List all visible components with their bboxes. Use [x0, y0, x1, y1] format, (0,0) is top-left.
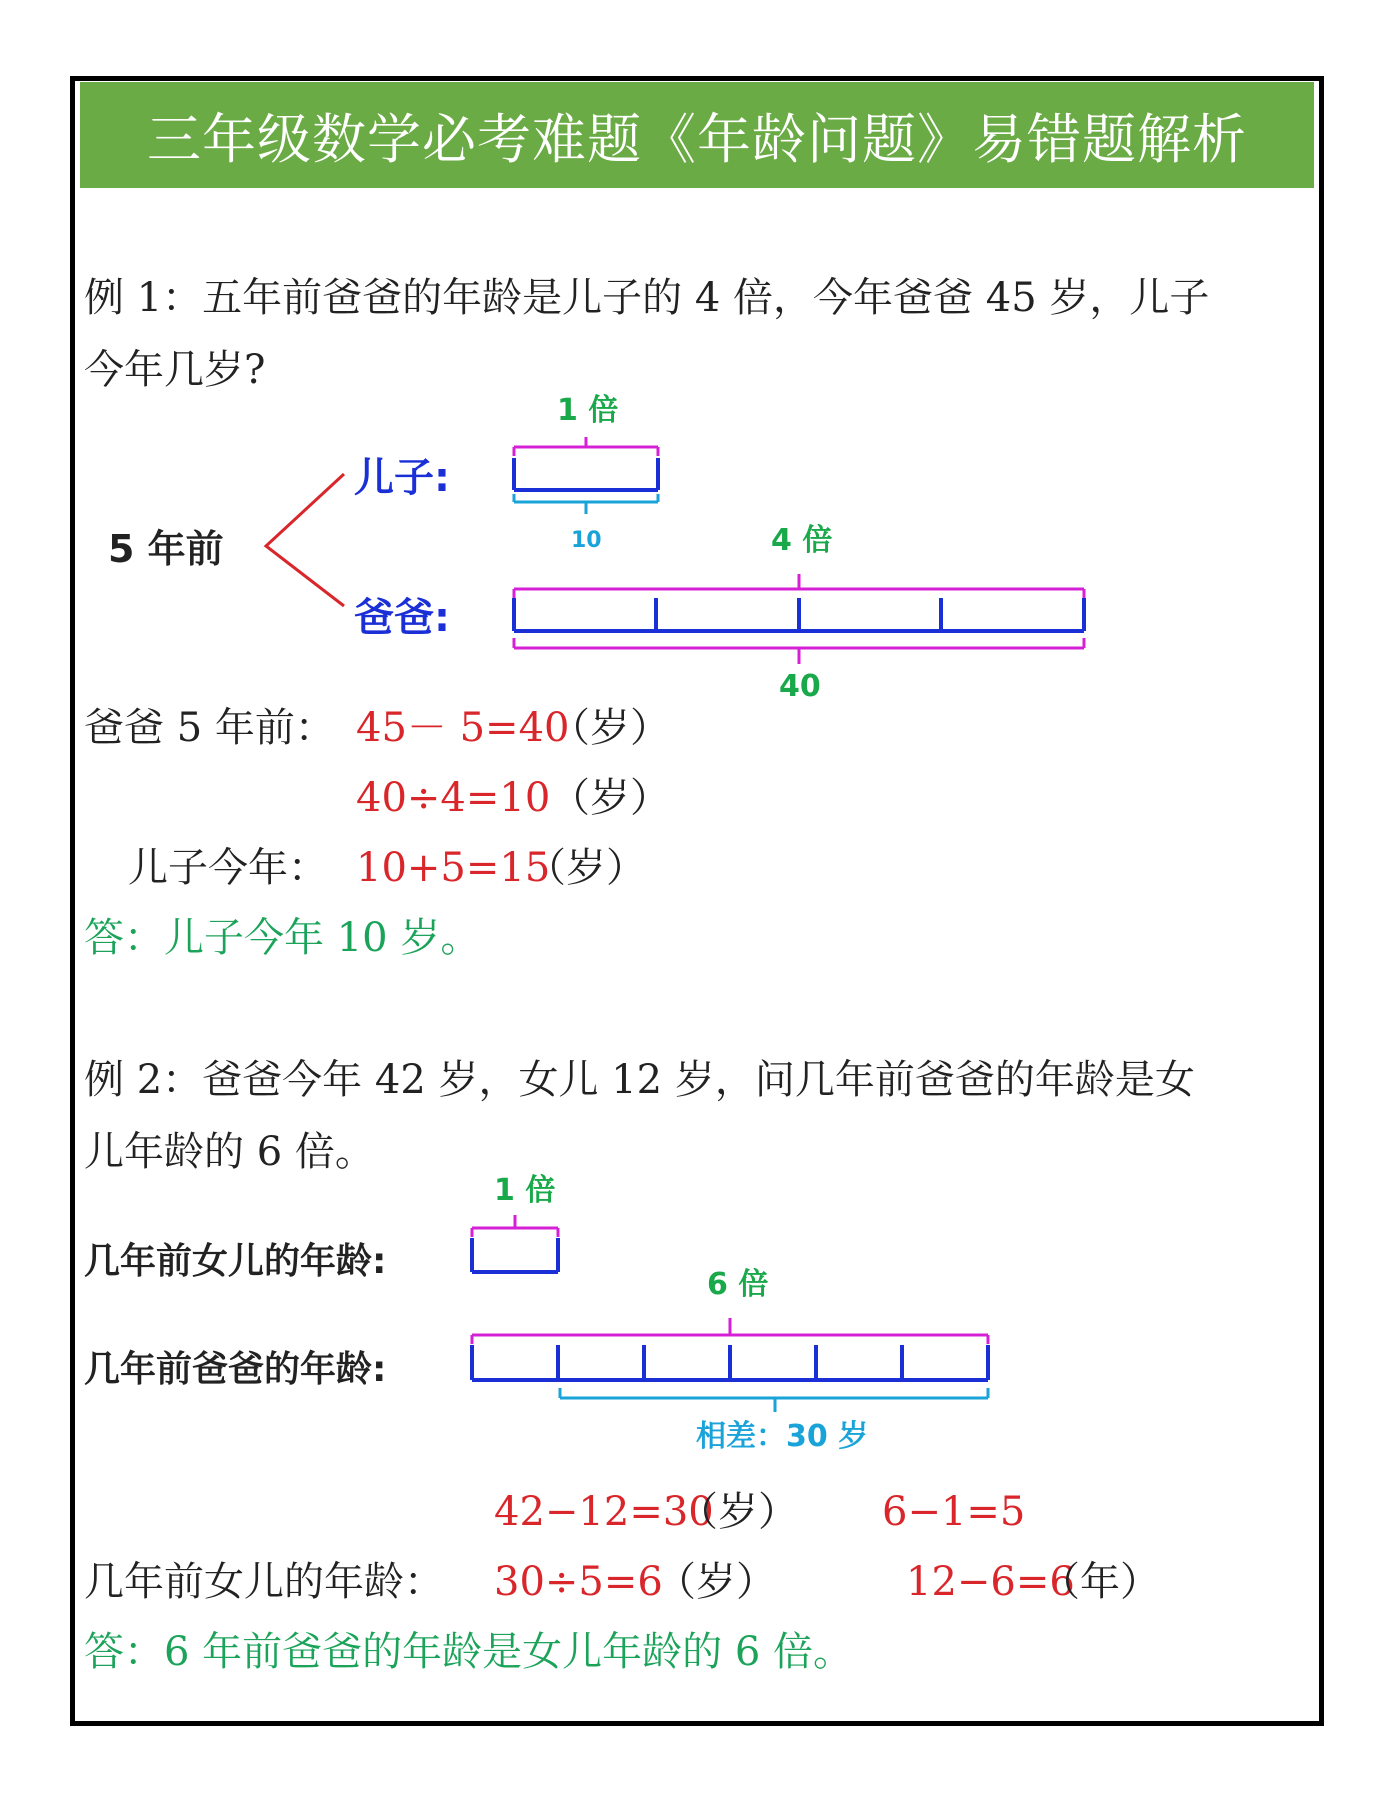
ex1-one-times-label: 1 倍 [557, 393, 619, 428]
ex1-question-line1: 例 1：五年前爸爸的年龄是儿子的 4 倍，今年爸爸 45 岁，儿子 [84, 275, 1210, 321]
ex2-calc1-expr: 42−12=30 [494, 1489, 714, 1535]
ex1-calc3-label: 儿子今年： [128, 845, 328, 891]
ex2-answer: 答：6 年前爸爸的年龄是女儿年龄的 6 倍。 [84, 1629, 854, 1675]
ex1-calc1-unit: （岁） [550, 705, 670, 751]
ex2-calc1-unit: （岁） [678, 1489, 798, 1535]
ex1-son-label: 儿子: [354, 455, 450, 501]
ex2-calc3-expr: 30÷5=6 [494, 1559, 663, 1605]
ex2-calc4-unit: （年） [1040, 1559, 1160, 1605]
ex1-calc3-unit: （岁） [526, 845, 646, 891]
ex1-dad-label: 爸爸: [354, 595, 450, 641]
ex1-calc3-expr: 10+5=15 [356, 845, 551, 891]
ex2-dad-bar [472, 1345, 988, 1380]
ex1-dad-top-brace [514, 574, 1084, 598]
ex1-calc2-unit: （岁） [550, 775, 670, 821]
ex2-calc3-label: 几年前女儿的年龄： [84, 1559, 444, 1605]
ex1-dad-bar [514, 598, 1084, 631]
ex1-question-line2: 今年几岁? [84, 347, 266, 393]
ex2-difference-brace [560, 1388, 988, 1412]
ex1-dad-bottom-brace [514, 638, 1084, 664]
ex1-five-years-ago-label: 5 年前 [108, 527, 224, 571]
ex1-son-value-label: 10 [571, 528, 602, 553]
ex1-four-times-label: 4 倍 [771, 523, 833, 558]
ex1-branch-lines [266, 474, 344, 606]
ex1-calc1-label: 爸爸 5 年前： [84, 705, 335, 751]
ex1-dad-value-label: 40 [779, 669, 821, 704]
page-title: 三年级数学必考难题《年龄问题》易错题解析 [80, 82, 1314, 188]
ex2-difference-label: 相差：30 岁 [696, 1419, 869, 1454]
ex2-six-times-label: 6 倍 [707, 1267, 769, 1302]
ex2-one-times-label: 1 倍 [494, 1173, 556, 1208]
ex1-son-bottom-brace [514, 494, 658, 514]
ex2-calc3-unit: （岁） [656, 1559, 776, 1605]
ex2-dad-top-brace [472, 1318, 988, 1344]
ex1-answer: 答：儿子今年 10 岁。 [84, 915, 481, 961]
ex2-daughter-top-brace [472, 1215, 558, 1237]
ex2-calc2-expr: 6−1=5 [882, 1489, 1026, 1535]
ex1-son-bar [514, 458, 658, 490]
ex1-calc1-expr: 45－ 5=40 [356, 705, 570, 751]
ex1-son-top-brace [514, 437, 658, 456]
ex2-question-line2: 儿年龄的 6 倍。 [84, 1129, 375, 1175]
ex2-calc4-expr: 12−6=6 [906, 1559, 1075, 1605]
ex2-daughter-label: 几年前女儿的年龄: [84, 1241, 387, 1282]
ex2-question-line1: 例 2：爸爸今年 42 岁，女儿 12 岁，问几年前爸爸的年龄是女 [84, 1057, 1195, 1103]
ex1-calc2-expr: 40÷4=10 [356, 775, 551, 821]
ex2-daughter-bar [472, 1238, 558, 1272]
ex2-dad-label: 几年前爸爸的年龄: [84, 1349, 387, 1390]
